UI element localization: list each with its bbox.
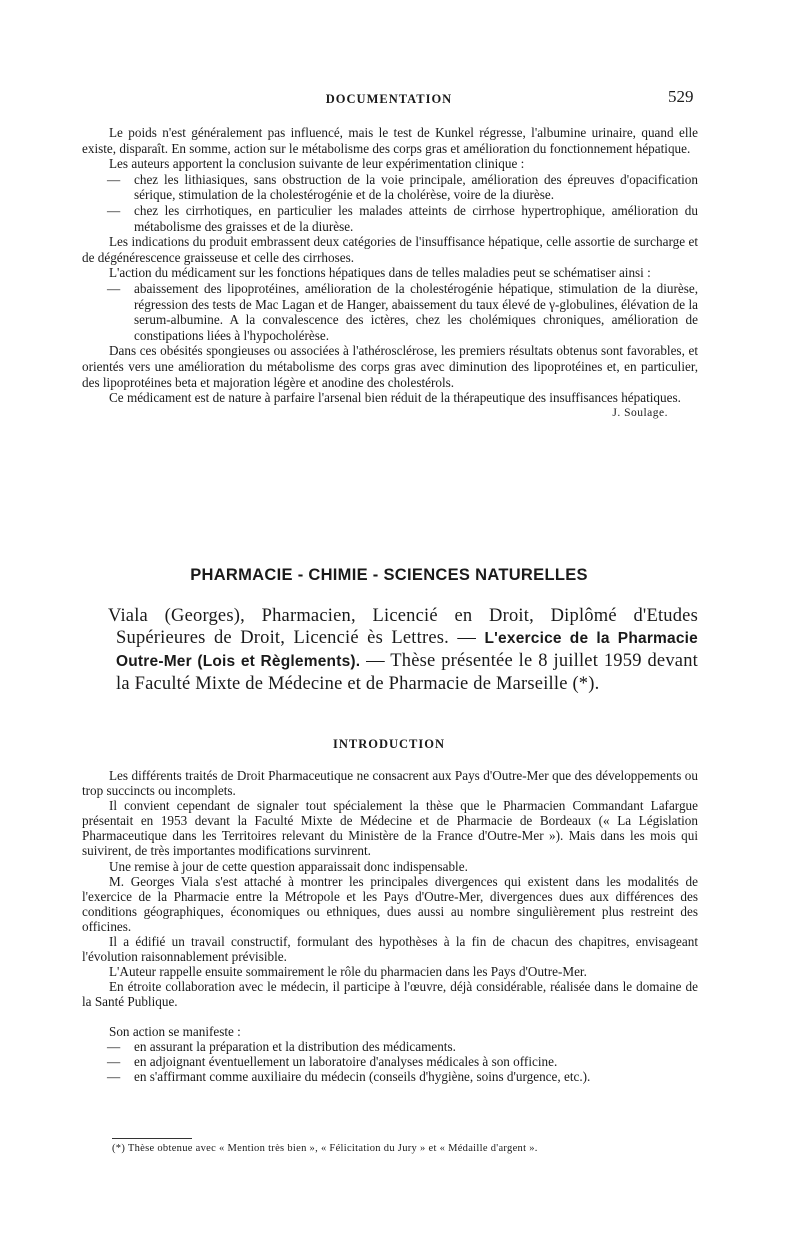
- list-item: — abaissement des lipoprotéines, amélioration de la cholestérogénie hépatique, stimulation de la diurèse, régression des tests de Mac Lagan et de Hanger, abaissement du taux élevé de γ-globulines, élévation de la serum-albumine. A la convalescence des ictères, chez les cholémiques chroniques, amélioration de constipations liées à l'hypocholérèse.: [107, 280, 698, 343]
- list-item: — en s'affirmant comme auxiliaire du médecin (conseils d'hygiène, soins d'urgence, etc.).: [82, 1069, 698, 1084]
- running-header: DOCUMENTATION: [325, 92, 453, 106]
- page-number: 529: [668, 87, 694, 106]
- footnote: (*) Thèse obtenue avec « Mention très bien », « Félicitation du Jury » et « Médaille d'argent ».: [112, 1143, 538, 1154]
- action-intro: Son action se manifeste :: [109, 1023, 241, 1039]
- manifest-item: en adjoignant éventuellement un laboratoire d'analyses médicales à son officine.: [134, 1053, 558, 1069]
- intro-paragraph: L'Auteur rappelle ensuite sommairement le rôle du pharmacien dans les Pays d'Outre-Mer.: [109, 964, 587, 980]
- paragraph-conclusion-intro: Les auteurs apportent la conclusion suivante de leur expérimentation clinique :: [109, 156, 525, 172]
- manifest-item: en assurant la préparation et la distribution des médicaments.: [134, 1038, 456, 1054]
- introduction-text-block: [82, 768, 698, 1084]
- biblio-author: Viala (Georges), Pharmacien, Licencié en Droit, Diplômé d'Etudes Supérieures de Droit, Licencié ès Lettres. —: [108, 606, 698, 648]
- intro-paragraph: Il a édifié un travail constructif, formulant des hypothèses à la fin de chacun des chapitres, envisageant l'évolution raisonnablement prévisible.: [82, 934, 698, 965]
- review-text-block: [82, 125, 698, 421]
- author-signature: J. Soulage.: [612, 406, 668, 419]
- intro-paragraph: Il convient cependant de signaler tout spécialement la thèse que le Pharmacien Commandant Lafargue présentait en 1953 devant la Faculté Mixte de Médecine et de Pharmacie de Bordeaux (« La Législation Pharmaceutique dans les Territoires relevant du Ministère de la France d'Outre-Mer »). Mais dans les mois qui suivirent, de très importantes modifications survinrent.: [82, 798, 698, 859]
- paragraph-arsenal: Ce médicament est de nature à parfaire l'arsenal bien réduit de la thérapeutique des insuffisances hépatiques.: [109, 390, 681, 406]
- intro-paragraph: M. Georges Viala s'est attaché à montrer les principales divergences qui existent dans les modalités de l'exercice de la Pharmacie entre la Métropole et les Pays d'Outre-Mer, divergences dues aux différences des conditions géographiques, économiques ou ethniques, dues aussi au nombre singulièrement plus restreint des officines.: [82, 873, 698, 934]
- introduction-heading: INTRODUCTION: [332, 737, 445, 751]
- list-item: — en assurant la préparation et la distribution des médicaments.: [82, 1039, 698, 1054]
- list-item: — chez les lithiasiques, sans obstruction de la voie principale, amélioration des épreuves d'opacification sérique, stimulation de la cholestérogénie et de la cholérèse, voire de la diurèse.: [107, 171, 698, 203]
- list-item: — chez les cirrhotiques, en particulier les malades atteints de cirrhose hypertrophique, amélioration du métabolisme des graisses et de la diurèse.: [107, 202, 698, 234]
- biblio-rest: — Thèse présentée le 8 juillet 1959 devant la Faculté Mixte de Médecine et de Pharmacie de Marseille (*).: [116, 651, 698, 694]
- manifest-item: en s'affirmant comme auxiliaire du médecin (conseils d'hygiène, soins d'urgence, etc.).: [134, 1068, 591, 1084]
- section-title: PHARMACIE - CHIMIE - SCIENCES NATURELLES: [190, 566, 588, 584]
- bibliographic-reference: [108, 605, 698, 695]
- paragraph-obesites: Dans ces obésités spongieuses ou associées à l'athérosclérose, les premiers résultats obtenus sont favorables, et orientés vers une amélioration du métabolisme des corps gras avec diminution des lipoprotéines et, en particulier, des lipoprotéines beta et majoration légère et anodine des cholestérols.: [82, 343, 698, 390]
- footnote-divider: [112, 1138, 192, 1139]
- list-item: — en adjoignant éventuellement un laboratoire d'analyses médicales à son officine.: [82, 1054, 698, 1069]
- conclusion-item-cirrhotiques: chez les cirrhotiques, en particulier les malades atteints de cirrhose hypertrophique, amélioration du métabolisme des graisses et de la diurèse.: [134, 202, 698, 234]
- paragraph-kunkel: Le poids n'est généralement pas influencé, mais le test de Kunkel régresse, l'albumine urinaire, quand elle existe, disparaît. En somme, action sur le métabolisme des corps gras et amélioration du fonctionnement hépatique.: [82, 125, 698, 156]
- paragraph-action: L'action du médicament sur les fonctions hépatiques dans de telles maladies peut se schématiser ainsi :: [109, 265, 651, 281]
- intro-paragraph: Une remise à jour de cette question apparaissait donc indispensable.: [109, 858, 468, 874]
- biblio-title: L'exercice de la Pharmacie Outre-Mer (Lois et Règlements).: [116, 630, 699, 670]
- conclusion-item-lithiasiques: chez les lithiasiques, sans obstruction de la voie principale, amélioration des épreuves d'opacification sérique, stimulation de la cholestérogénie et de la cholérèse, voire de la diurèse.: [134, 171, 698, 203]
- paragraph-indications: Les indications du produit embrassent deux catégories de l'insuffisance hépatique, celle assortie de surcharge et de dégénérescence graisseuse et celle des cirrhoses.: [82, 234, 698, 265]
- intro-paragraph: En étroite collaboration avec le médecin, il participe à l'œuvre, déjà considérable, réalisée dans le domaine de la Santé Publique.: [82, 979, 698, 1010]
- intro-paragraph: Les différents traités de Droit Pharmaceutique ne consacrent aux Pays d'Outre-Mer que des développements ou trop succincts ou incomplets.: [82, 768, 698, 799]
- action-item: abaissement des lipoprotéines, amélioration de la cholestérogénie hépatique, stimulation de la diurèse, régression des tests de Mac Lagan et de Hanger, abaissement du taux élevé de γ-globulines, élévation de la serum-albumine. A la convalescence des ictères, chez les cholémiques chroniques, amélioration de constipations liées à l'hypocholérèse.: [134, 280, 698, 343]
